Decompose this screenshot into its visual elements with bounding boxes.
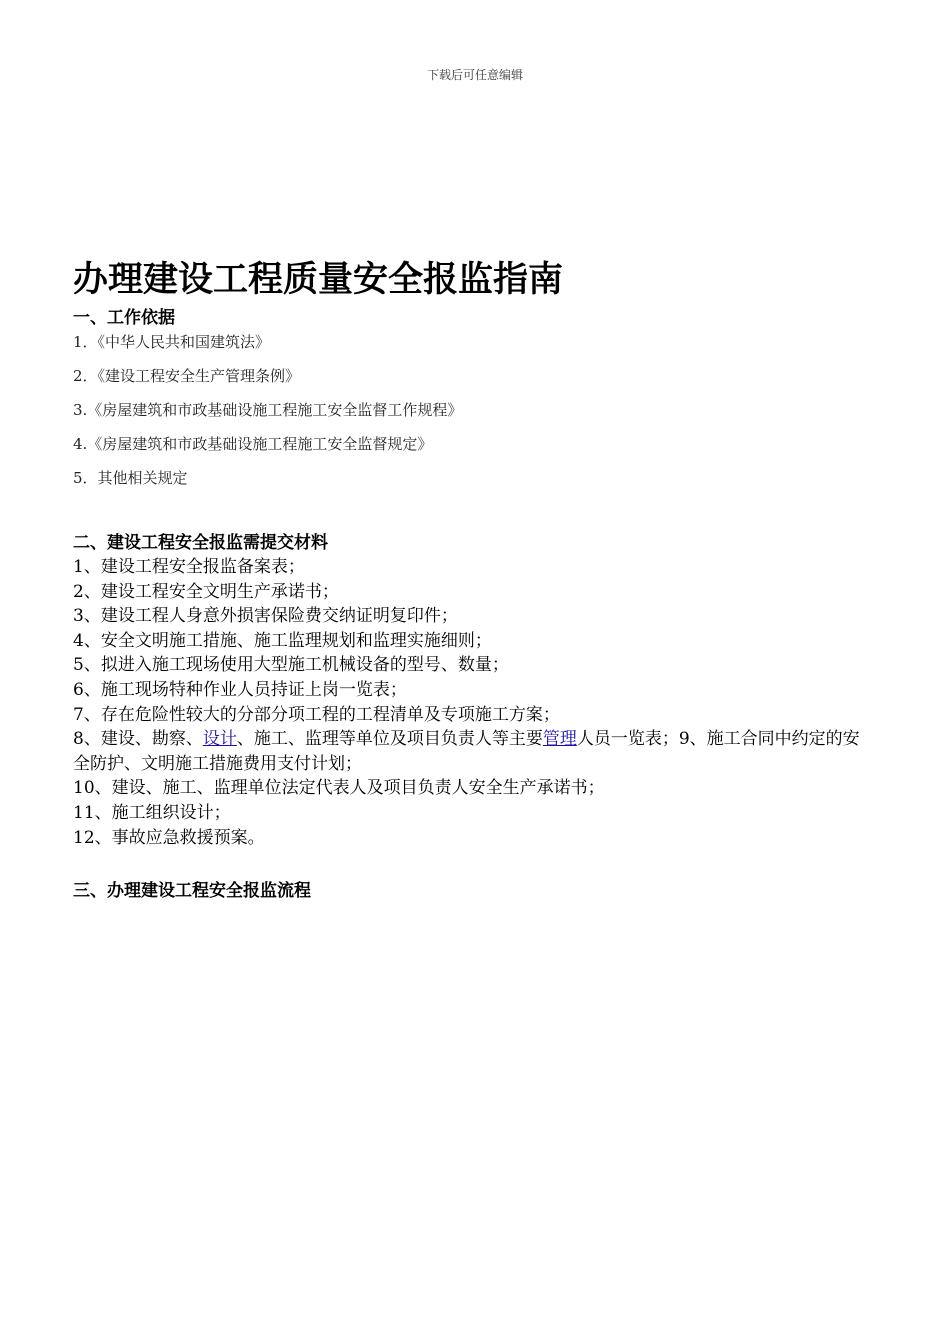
basis-item: 2．《建设工程安全生产管理条例》 — [73, 367, 301, 385]
basis-item: 4.《房屋建筑和市政基础设施工程施工安全监督规定》 — [73, 435, 433, 453]
material-item: 1、建设工程安全报监备案表； — [73, 557, 305, 577]
basis-item: 1．《中华人民共和国建筑法》 — [73, 333, 271, 351]
material-item-8-text: 8、建设、勘察、 — [73, 729, 203, 750]
design-link[interactable]: 设计 — [202, 729, 237, 750]
basis-item: 5．其他相关规定 — [73, 469, 188, 487]
management-link[interactable]: 管理 — [542, 729, 577, 750]
materials-list — [73, 555, 873, 850]
material-item: 3、建设工程人身意外损害保险费交纳证明复印件； — [73, 606, 458, 627]
document-title: 办理建设工程质量安全报监指南 — [73, 260, 564, 300]
material-item: 7、存在危险性较大的分部分项工程的工程清单及专项施工方案； — [73, 704, 560, 725]
material-item-8-text: 人员一览表；9、施工合同中约定的安全防护、文明施工措施费用支付计划； — [73, 729, 860, 774]
material-item: 12、事故应急救援预案。 — [73, 827, 265, 848]
material-item-8 — [73, 727, 873, 776]
material-item-8-text: 、施工、监理等单位及项目负责人等主要 — [236, 729, 543, 750]
basis-item: 3.《房屋建筑和市政基础设施工程施工安全监督工作规程》 — [73, 401, 463, 419]
material-item: 4、安全文明施工措施、施工监理规划和监理实施细则； — [73, 630, 492, 651]
basis-list — [73, 329, 462, 500]
material-item: 2、建设工程安全文明生产承诺书； — [73, 581, 339, 602]
section-heading-process: 三、办理建设工程安全报监流程 — [73, 881, 311, 901]
material-item: 11、施工组织设计； — [73, 802, 231, 823]
page-header-note: 下载后可任意编辑 — [426, 68, 523, 82]
section-heading-materials: 二、建设工程安全报监需提交材料 — [73, 533, 328, 553]
section-heading-basis: 一、工作依据 — [73, 308, 175, 328]
material-item: 10、建设、施工、监理单位法定代表人及项目负责人安全生产承诺书； — [73, 778, 605, 799]
material-item: 5、拟进入施工现场使用大型施工机械设备的型号、数量； — [73, 655, 509, 676]
material-item: 6、施工现场特种作业人员持证上岗一览表； — [73, 679, 407, 700]
